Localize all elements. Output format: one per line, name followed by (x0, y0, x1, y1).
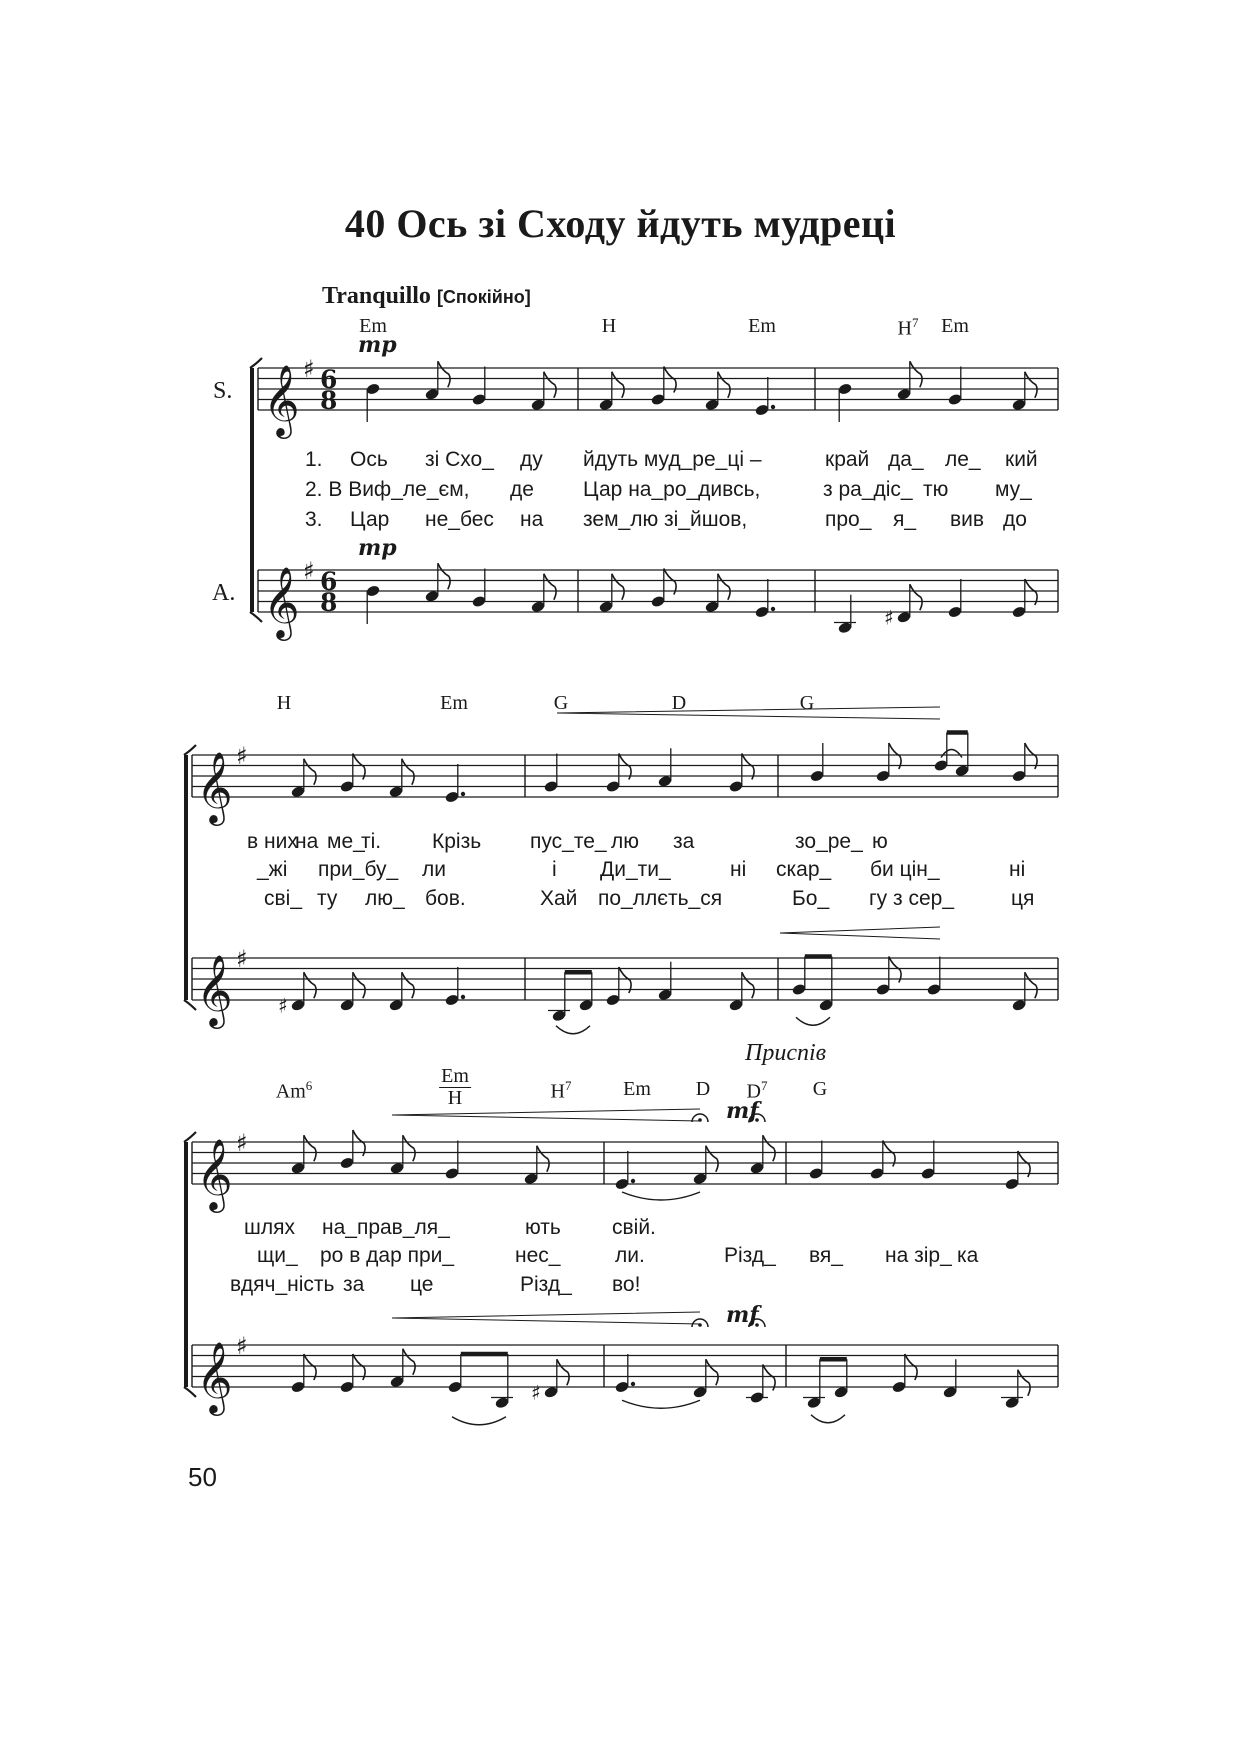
chord-symbol (276, 1078, 313, 1104)
slur (452, 1417, 506, 1425)
lyric-syllable: 2. В Виф_ле_єм, (305, 478, 470, 501)
lyric-syllable: 3. (305, 508, 323, 531)
slur (811, 1415, 845, 1423)
note-flag (402, 972, 414, 998)
sharp-icon: ♯ (236, 742, 248, 770)
sharp-icon: ♯ (303, 557, 315, 585)
note-flag (1025, 972, 1037, 998)
dynamic-mp: mp (358, 535, 397, 561)
chord-numerator: Em (441, 1065, 469, 1087)
alto-staff (192, 1345, 1058, 1387)
lyric-syllable: про_ (825, 508, 872, 531)
note-flag (706, 1146, 718, 1172)
note-flag (304, 1135, 316, 1161)
lyric-syllable: і (552, 858, 557, 881)
lyric-syllable: вдяч_ність (230, 1273, 335, 1296)
crescendo-hairpin (557, 707, 940, 719)
note-flag (612, 574, 624, 600)
chord-symbol (602, 315, 616, 338)
chord-root: Em (748, 315, 776, 337)
note-flag (402, 759, 414, 785)
lyric-syllable: ті. (361, 830, 382, 853)
chord-symbol (696, 1078, 710, 1101)
lyric-syllable: _жі (257, 858, 288, 881)
lyric-syllable: на зір_ (885, 1244, 952, 1267)
bracket-hook (184, 1000, 196, 1010)
note-dot (631, 1382, 635, 1386)
note-flag (718, 372, 730, 398)
chord-root: Em (440, 692, 468, 714)
chord-symbol (359, 315, 387, 338)
lyric-syllable: зо_ре_ (795, 830, 863, 853)
chord-root: H (897, 317, 912, 340)
song-title: 40 Ось зі Сходу йдуть мудреці (344, 201, 897, 246)
lyric-syllable: би цін_ (870, 858, 940, 881)
bracket-hook (250, 358, 262, 368)
tempo-translation: [Спокійно] (436, 287, 531, 307)
note-flag (537, 1146, 549, 1172)
lyric-syllable: це (410, 1273, 434, 1296)
lyric-syllable: гу з сер_ (869, 887, 954, 910)
part-label-soprano: S. (213, 378, 233, 404)
chord-extension: 7 (760, 1078, 768, 1093)
lyric-syllable: ме_ (327, 830, 365, 853)
lyric-syllable: край (825, 448, 870, 471)
lyric-syllable: на (520, 508, 544, 531)
chorus-label: Приспів (745, 1040, 827, 1066)
note-flag (557, 1359, 569, 1385)
note-flag (544, 574, 556, 600)
time-signature-numerator: 6 (320, 567, 338, 596)
note-flag (403, 1349, 415, 1375)
bracket-hook (184, 1132, 196, 1142)
lyric-syllable: щи_ (257, 1244, 298, 1267)
treble-clef-icon: 𝄞 (263, 565, 300, 638)
lyric-syllable: ле_ (945, 448, 981, 471)
lyric-syllable: кий (1005, 448, 1038, 471)
note-flag (353, 972, 365, 998)
note-flag (438, 361, 450, 387)
note-dot (461, 995, 465, 999)
chord-root: H (601, 315, 617, 337)
chord-root: G (799, 692, 815, 714)
time-signature-denominator: 8 (320, 588, 338, 617)
lyric-syllable: пус_те_ (530, 830, 607, 853)
chord-symbol (747, 1078, 768, 1104)
chord-symbol (554, 692, 568, 715)
dynamic-mf: mf (726, 1302, 759, 1328)
crescendo-hairpin (392, 1109, 700, 1121)
slur (622, 1400, 700, 1408)
lyric-syllable: Крізь (432, 830, 482, 853)
lyric-syllable: я_ (893, 508, 917, 531)
slur (796, 1017, 830, 1025)
chord-root: D (746, 1080, 761, 1103)
slur (941, 750, 962, 758)
chord-symbol (623, 1078, 651, 1101)
alto-staff (192, 958, 1058, 1000)
lyric-syllable: ні (1009, 858, 1026, 881)
note-flag (304, 972, 316, 998)
lyric-syllable: Ди_ти_ (600, 858, 671, 881)
lyric-syllable: Хай (540, 887, 578, 910)
sharp-accidental-icon: ♯ (884, 605, 894, 630)
lyric-syllable: ця (1011, 887, 1035, 910)
lyric-syllable: ли (422, 858, 446, 881)
chord-root: H (550, 1080, 565, 1103)
dynamic-mp: mp (358, 332, 397, 358)
chord-extension: 7 (564, 1078, 572, 1093)
note-flag (612, 372, 624, 398)
bracket-hook (250, 612, 262, 622)
lyric-syllable: ду (520, 448, 543, 471)
lyric-syllable: при_бу_ (318, 858, 399, 881)
note-flag (910, 361, 922, 387)
chord-symbol (440, 692, 468, 715)
bracket-hook (184, 745, 196, 755)
soprano-staff (192, 755, 1058, 797)
lyric-syllable: не_бес (425, 508, 494, 531)
chord-root: H (276, 692, 292, 714)
chord-root: G (553, 692, 569, 714)
sharp-icon: ♯ (236, 1332, 248, 1360)
lyric-syllable: на (295, 830, 319, 853)
lyric-syllable: ту (317, 887, 338, 910)
page-number: 50 (188, 1462, 217, 1492)
treble-clef-icon: 𝄞 (263, 363, 300, 436)
lyric-syllable: за (343, 1273, 365, 1296)
note-flag (544, 372, 556, 398)
lyric-syllable: ли. (615, 1244, 645, 1267)
chord-denominator: H (447, 1087, 463, 1109)
note-flag (403, 1135, 415, 1161)
sharp-accidental-icon: ♯ (278, 993, 288, 1018)
chord-root: G (812, 1078, 828, 1100)
note-flag (763, 1135, 775, 1161)
lyric-syllable: лю (611, 830, 640, 853)
crescendo-hairpin (392, 1312, 700, 1324)
time-signature-denominator: 8 (320, 386, 338, 415)
note-flag (742, 972, 754, 998)
note-flag (910, 584, 922, 610)
crescendo-hairpin (780, 927, 940, 939)
sharp-icon: ♯ (236, 1129, 248, 1157)
chord-symbol (277, 692, 291, 715)
note-dot (771, 405, 775, 409)
chord-root: Em (623, 1078, 651, 1100)
lyric-syllable: да_ (888, 448, 924, 471)
lyric-syllable: зем_лю зі_йшов, (583, 508, 748, 531)
chord-symbol (439, 1066, 471, 1109)
lyric-syllable: по_ллєть_ся (598, 887, 723, 910)
note-flag (1025, 372, 1037, 398)
chord-symbol (800, 692, 814, 715)
chord-root: D (695, 1078, 711, 1100)
treble-clef-icon: 𝄞 (196, 1137, 233, 1210)
lyric-syllable: Ось (350, 448, 388, 471)
chord-root: Am (275, 1080, 306, 1103)
part-label-alto: A. (212, 580, 236, 606)
lyric-syllable: зі Схо_ (425, 448, 494, 471)
bracket-hook (184, 1387, 196, 1397)
treble-clef-icon: 𝄞 (196, 953, 233, 1026)
lyric-syllable: тю (923, 478, 949, 501)
lyric-syllable: ні (730, 858, 747, 881)
sharp-accidental-icon: ♯ (531, 1380, 541, 1405)
note-flag (718, 574, 730, 600)
note-flag (438, 563, 450, 589)
lyric-syllable: де (510, 478, 534, 501)
dynamic-mf: mf (726, 1098, 759, 1124)
treble-clef-icon: 𝄞 (196, 750, 233, 823)
lyric-syllable: скар_ (776, 858, 832, 881)
chord-symbol (898, 315, 919, 341)
chord-symbol (813, 1078, 827, 1101)
lyric-syllable: з ра_діс_ (823, 478, 913, 501)
sharp-icon: ♯ (303, 355, 315, 383)
slur (556, 1026, 590, 1034)
chord-symbol (672, 692, 686, 715)
chord-extension: 7 (911, 315, 919, 330)
chord-extension: 6 (305, 1078, 313, 1093)
chord-symbol (551, 1078, 572, 1104)
lyric-syllable: шлях (244, 1216, 295, 1239)
note-dot (461, 792, 465, 796)
lyric-syllable: нес_ (515, 1244, 561, 1267)
note-flag (1018, 1370, 1030, 1396)
lyric-syllable: Різд_ (520, 1273, 572, 1296)
lyric-syllable: ро в дар при_ (320, 1244, 455, 1267)
chord-root: D (671, 692, 687, 714)
lyric-syllable: 1. (305, 448, 323, 471)
chord-root: Em (359, 315, 387, 337)
lyric-syllable: ють (525, 1216, 561, 1239)
lyric-syllable: до (1003, 508, 1027, 531)
note-flag (304, 759, 316, 785)
note-dot (631, 1179, 635, 1183)
lyric-syllable: му_ (995, 478, 1032, 501)
lyric-syllable: йдуть муд_ре_ці – (583, 448, 762, 471)
lyric-syllable: Цар на_ро_дивсь, (583, 478, 761, 501)
slur (622, 1192, 700, 1200)
sharp-icon: ♯ (236, 945, 248, 973)
note-dot (771, 607, 775, 611)
lyric-syllable: на_прав_ля_ (322, 1216, 450, 1239)
lyric-syllable: за (673, 830, 695, 853)
chord-symbol (748, 315, 776, 338)
time-signature-numerator: 6 (320, 365, 338, 394)
chord-root: Em (941, 315, 969, 337)
lyric-syllable: бов. (425, 887, 466, 910)
lyric-syllable: во! (612, 1273, 641, 1296)
treble-clef-icon: 𝄞 (196, 1340, 233, 1413)
lyric-syllable: в них (247, 830, 298, 853)
lyric-syllable: свій. (612, 1216, 656, 1239)
lyric-syllable: лю_ (365, 887, 405, 910)
lyric-syllable: ка (957, 1244, 979, 1267)
note-flag (706, 1359, 718, 1385)
lyric-syllable: вя_ (809, 1244, 843, 1267)
lyric-syllable: Бо_ (792, 887, 830, 910)
chord-symbol (941, 315, 969, 338)
lyric-syllable: ю (872, 830, 888, 853)
lyric-syllable: вив (950, 508, 985, 531)
lyric-syllable: Цар (350, 508, 390, 531)
lyric-syllable: сві_ (264, 887, 303, 910)
tempo-text: Tranquillo (322, 283, 431, 309)
lyric-syllable: Різд_ (724, 1244, 776, 1267)
